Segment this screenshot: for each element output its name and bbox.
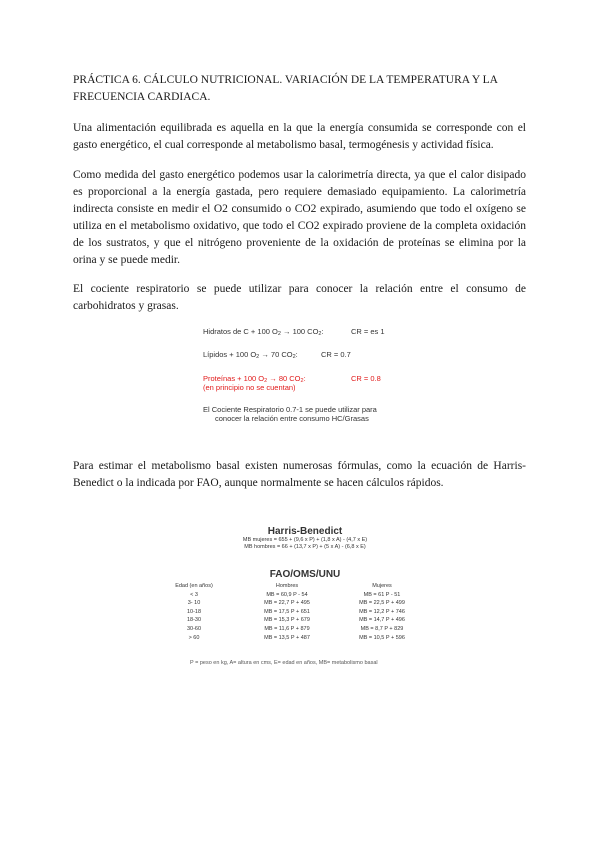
equation-proteins: Proteínas + 100 $O_2 \to 80$ $CO_2$:: [203, 374, 306, 384]
table-row: 10-18 MB = 17,5 P + 651 MB = 12,2 P + 746: [186, 608, 405, 615]
header-men: Hombres: [275, 583, 299, 589]
paragraph-1: Una alimentación equilibrada es aquella en la que la energía consumida se corresponde con el gasto energético, el cual corresponde al metabolismo basal, termogénesis y actividad física.: [73, 122, 526, 151]
proteins-note: (en principio no se cuentan): [203, 383, 296, 392]
table-row: < 3 MB = 60,9 P - 54 MB = 61 P - 51: [190, 591, 401, 598]
fao-title: FAO/OMS/UNU: [269, 569, 341, 580]
paragraph-3: El cociente respiratorio se puede utilizar para conocer la relación entre el consumo de carbohidratos y grasas.: [73, 283, 526, 312]
table-row: 3- 10 MB = 22,7 P + 495 MB = 22,5 P + 499: [187, 600, 405, 607]
paragraph-2: Como medida del gasto energético podemos usar la calorimetría directa, ya que el calor disipado es proporcional a la energía gastada, pero requiere demasiado equipamiento. La calorimetría indirecta consiste en medir el O2 consumido o CO2 expirado, asumiendo que todo el oxígeno se utiliza en el metabolismo oxidativo, que todo el CO2 expirado proviene de la completa oxidación de los sustratos, y que el nitrógeno proveniente de la oxidación de proteínas se elimina por la orina y se puede medir.: [73, 169, 526, 266]
table-row: 18-30 MB = 15,3 P + 679 MB = 14,7 P + 496: [186, 617, 405, 624]
table-row: 30-60 MB = 11,6 P + 879 MB = 8,7 P + 829: [186, 625, 404, 632]
cr-proteins: CR = 0.8: [351, 374, 381, 383]
harris-formula-women: MB mujeres = 655 + (9,6 x P) + (1,8 x A) - (4,7 x E): [242, 537, 368, 543]
fao-table: [170, 583, 430, 643]
cr-lipids: CR = 0.7: [321, 350, 351, 359]
paragraph-4: Para estimar el metabolismo basal existen numerosas fórmulas, como la ecuación de Harris-Benedict o la indicada por FAO, aunque normalmente se hacen cálculos rápidos.: [73, 460, 526, 489]
harris-benedict-section: [205, 526, 405, 551]
equation-lipids: Lípidos + 100 $O_2 \to 70$ $CO_2$:: [203, 350, 298, 360]
table-header-row: [170, 583, 430, 592]
cr-carbs: CR = es 1: [351, 327, 385, 336]
page-title: PRÁCTICA 6. CÁLCULO NUTRICIONAL. VARIACIÓN DE LA TEMPERATURA Y LA FRECUENCIA CARDIACA.: [73, 74, 498, 103]
header-women: Mujeres: [372, 583, 392, 589]
equation-carbs: Hidratos de C + 100 $O_2 \to 100$ $CO_2$:: [203, 327, 324, 337]
rq-summary-line-2: conocer la relación entre consumo HC/Grasas: [215, 414, 369, 423]
header-age: Edad (en años): [175, 583, 213, 589]
table-row: > 60 MB = 13,5 P + 487 MB = 10,5 P + 596: [188, 634, 405, 641]
harris-benedict-title: Harris-Benedict: [267, 526, 343, 537]
harris-formula-men: MB hombres = 66 + (13,7 x P) + (5 x A) - (6,8 x E): [244, 544, 366, 550]
rq-summary-line-1: El Cociente Respiratorio 0.7-1 se puede utilizar para: [203, 405, 377, 414]
fao-legend-note: P = peso en kg, A= altura en cms, E= edad en años, MB= metabolismo basal: [190, 660, 378, 666]
